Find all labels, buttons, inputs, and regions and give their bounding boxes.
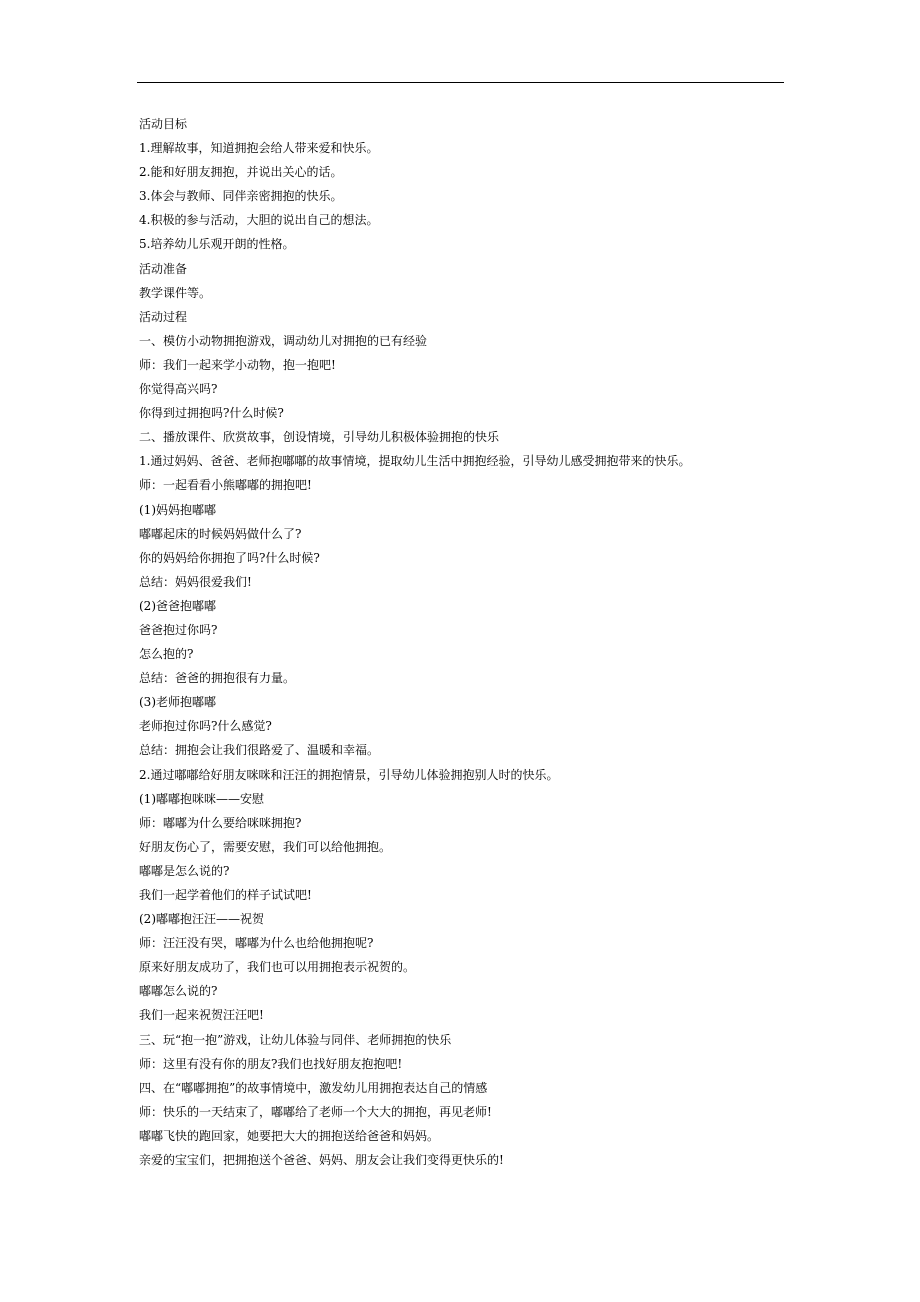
text-line: 2.通过嘟嘟给好朋友咪咪和汪汪的拥抱情景，引导幼儿体验拥抱别人时的快乐。 xyxy=(139,767,559,782)
text-line: 原来好朋友成功了，我们也可以用拥抱表示祝贺的。 xyxy=(139,960,416,975)
subsection-heading: (2)爸爸抱嘟嘟 xyxy=(139,598,216,613)
text-line: 嘟嘟怎么说的? xyxy=(139,984,218,999)
text-line: 师：我们一起来学小动物，抱一抱吧! xyxy=(139,357,336,372)
section-heading: 二、播放课件、欣赏故事，创设情境，引导幼儿积极体验拥抱的快乐 xyxy=(139,430,500,445)
section-heading: 一、模仿小动物拥抱游戏，调动幼儿对拥抱的已有经验 xyxy=(139,333,428,348)
text-line: 师：汪汪没有哭，嘟嘟为什么也给他拥抱呢? xyxy=(139,936,374,951)
text-line: 师：这里有没有你的朋友?我们也找好朋友抱抱吧! xyxy=(139,1056,403,1071)
text-line: 师：快乐的一天结束了，嘟嘟给了老师一个大大的拥抱，再见老师! xyxy=(139,1104,492,1119)
subsection-heading: (1)嘟嘟抱咪咪——安慰 xyxy=(139,791,264,806)
text-line: 嘟嘟是怎么说的? xyxy=(139,863,230,878)
heading-preparation: 活动准备 xyxy=(139,261,188,276)
text-line: 嘟嘟起床的时候妈妈做什么了? xyxy=(139,526,302,541)
objective-item: 4.积极的参与活动，大胆的说出自己的想法。 xyxy=(139,213,379,228)
section-heading: 四、在“嘟嘟拥抱”的故事情境中，激发幼儿用拥抱表达自己的情感 xyxy=(139,1080,488,1095)
text-line: 你觉得高兴吗? xyxy=(139,382,218,397)
text-line: 师：嘟嘟为什么要给咪咪拥抱? xyxy=(139,815,302,830)
header-rule xyxy=(137,82,784,83)
subsection-heading: (3)老师抱嘟嘟 xyxy=(139,695,216,710)
text-line: 1.通过妈妈、爸爸、老师抱嘟嘟的故事情境，提取幼儿生活中拥抱经验，引导幼儿感受拥抱带来的快乐。 xyxy=(139,454,691,469)
text-line: 怎么抱的? xyxy=(139,647,194,662)
heading-objectives: 活动目标 xyxy=(139,117,188,131)
text-line: 好朋友伤心了，需要安慰，我们可以给他拥抱。 xyxy=(139,839,392,854)
text-line: 老师抱过你吗?什么感觉? xyxy=(139,719,272,734)
text-line: 你得到过拥抱吗?什么时候? xyxy=(139,406,284,421)
document-body xyxy=(139,112,799,1172)
text-line: 总结：拥抱会让我们很路爱了、温暖和幸福。 xyxy=(139,743,380,758)
objective-item: 2.能和好朋友拥抱，并说出关心的话。 xyxy=(139,165,343,180)
objective-item: 1.理解故事，知道拥抱会给人带来爱和快乐。 xyxy=(139,141,379,156)
objective-item: 3.体会与教师、同伴亲密拥抱的快乐。 xyxy=(139,189,343,204)
section-heading: 三、玩“抱一抱”游戏，让幼儿体验与同伴、老师拥抱的快乐 xyxy=(139,1032,452,1047)
text-line: 我们一起来祝贺汪汪吧! xyxy=(139,1008,264,1023)
text-line: 亲爱的宝宝们，把拥抱送个爸爸、妈妈、朋友会让我们变得更快乐的! xyxy=(139,1153,504,1168)
heading-process: 活动过程 xyxy=(139,309,188,324)
text-line: 师：一起看看小熊嘟嘟的拥抱吧! xyxy=(139,478,312,493)
text-line: 嘟嘟飞快的跑回家，她要把大大的拥抱送给爸爸和妈妈。 xyxy=(139,1128,440,1143)
text-line: 总结：妈妈很爱我们! xyxy=(139,574,252,589)
text-line: 教学课件等。 xyxy=(139,285,212,300)
text-line: 我们一起学着他们的样子试试吧! xyxy=(139,888,312,902)
text-line: 爸爸抱过你吗? xyxy=(139,622,218,637)
subsection-heading: (2)嘟嘟抱汪汪——祝贺 xyxy=(139,912,264,927)
text-line: 总结：爸爸的拥抱很有力量。 xyxy=(139,671,296,686)
text-line: 你的妈妈给你拥抱了吗?什么时候? xyxy=(139,550,320,565)
subsection-heading: (1)妈妈抱嘟嘟 xyxy=(139,502,216,517)
objective-item: 5.培养幼儿乐观开朗的性格。 xyxy=(139,237,295,252)
